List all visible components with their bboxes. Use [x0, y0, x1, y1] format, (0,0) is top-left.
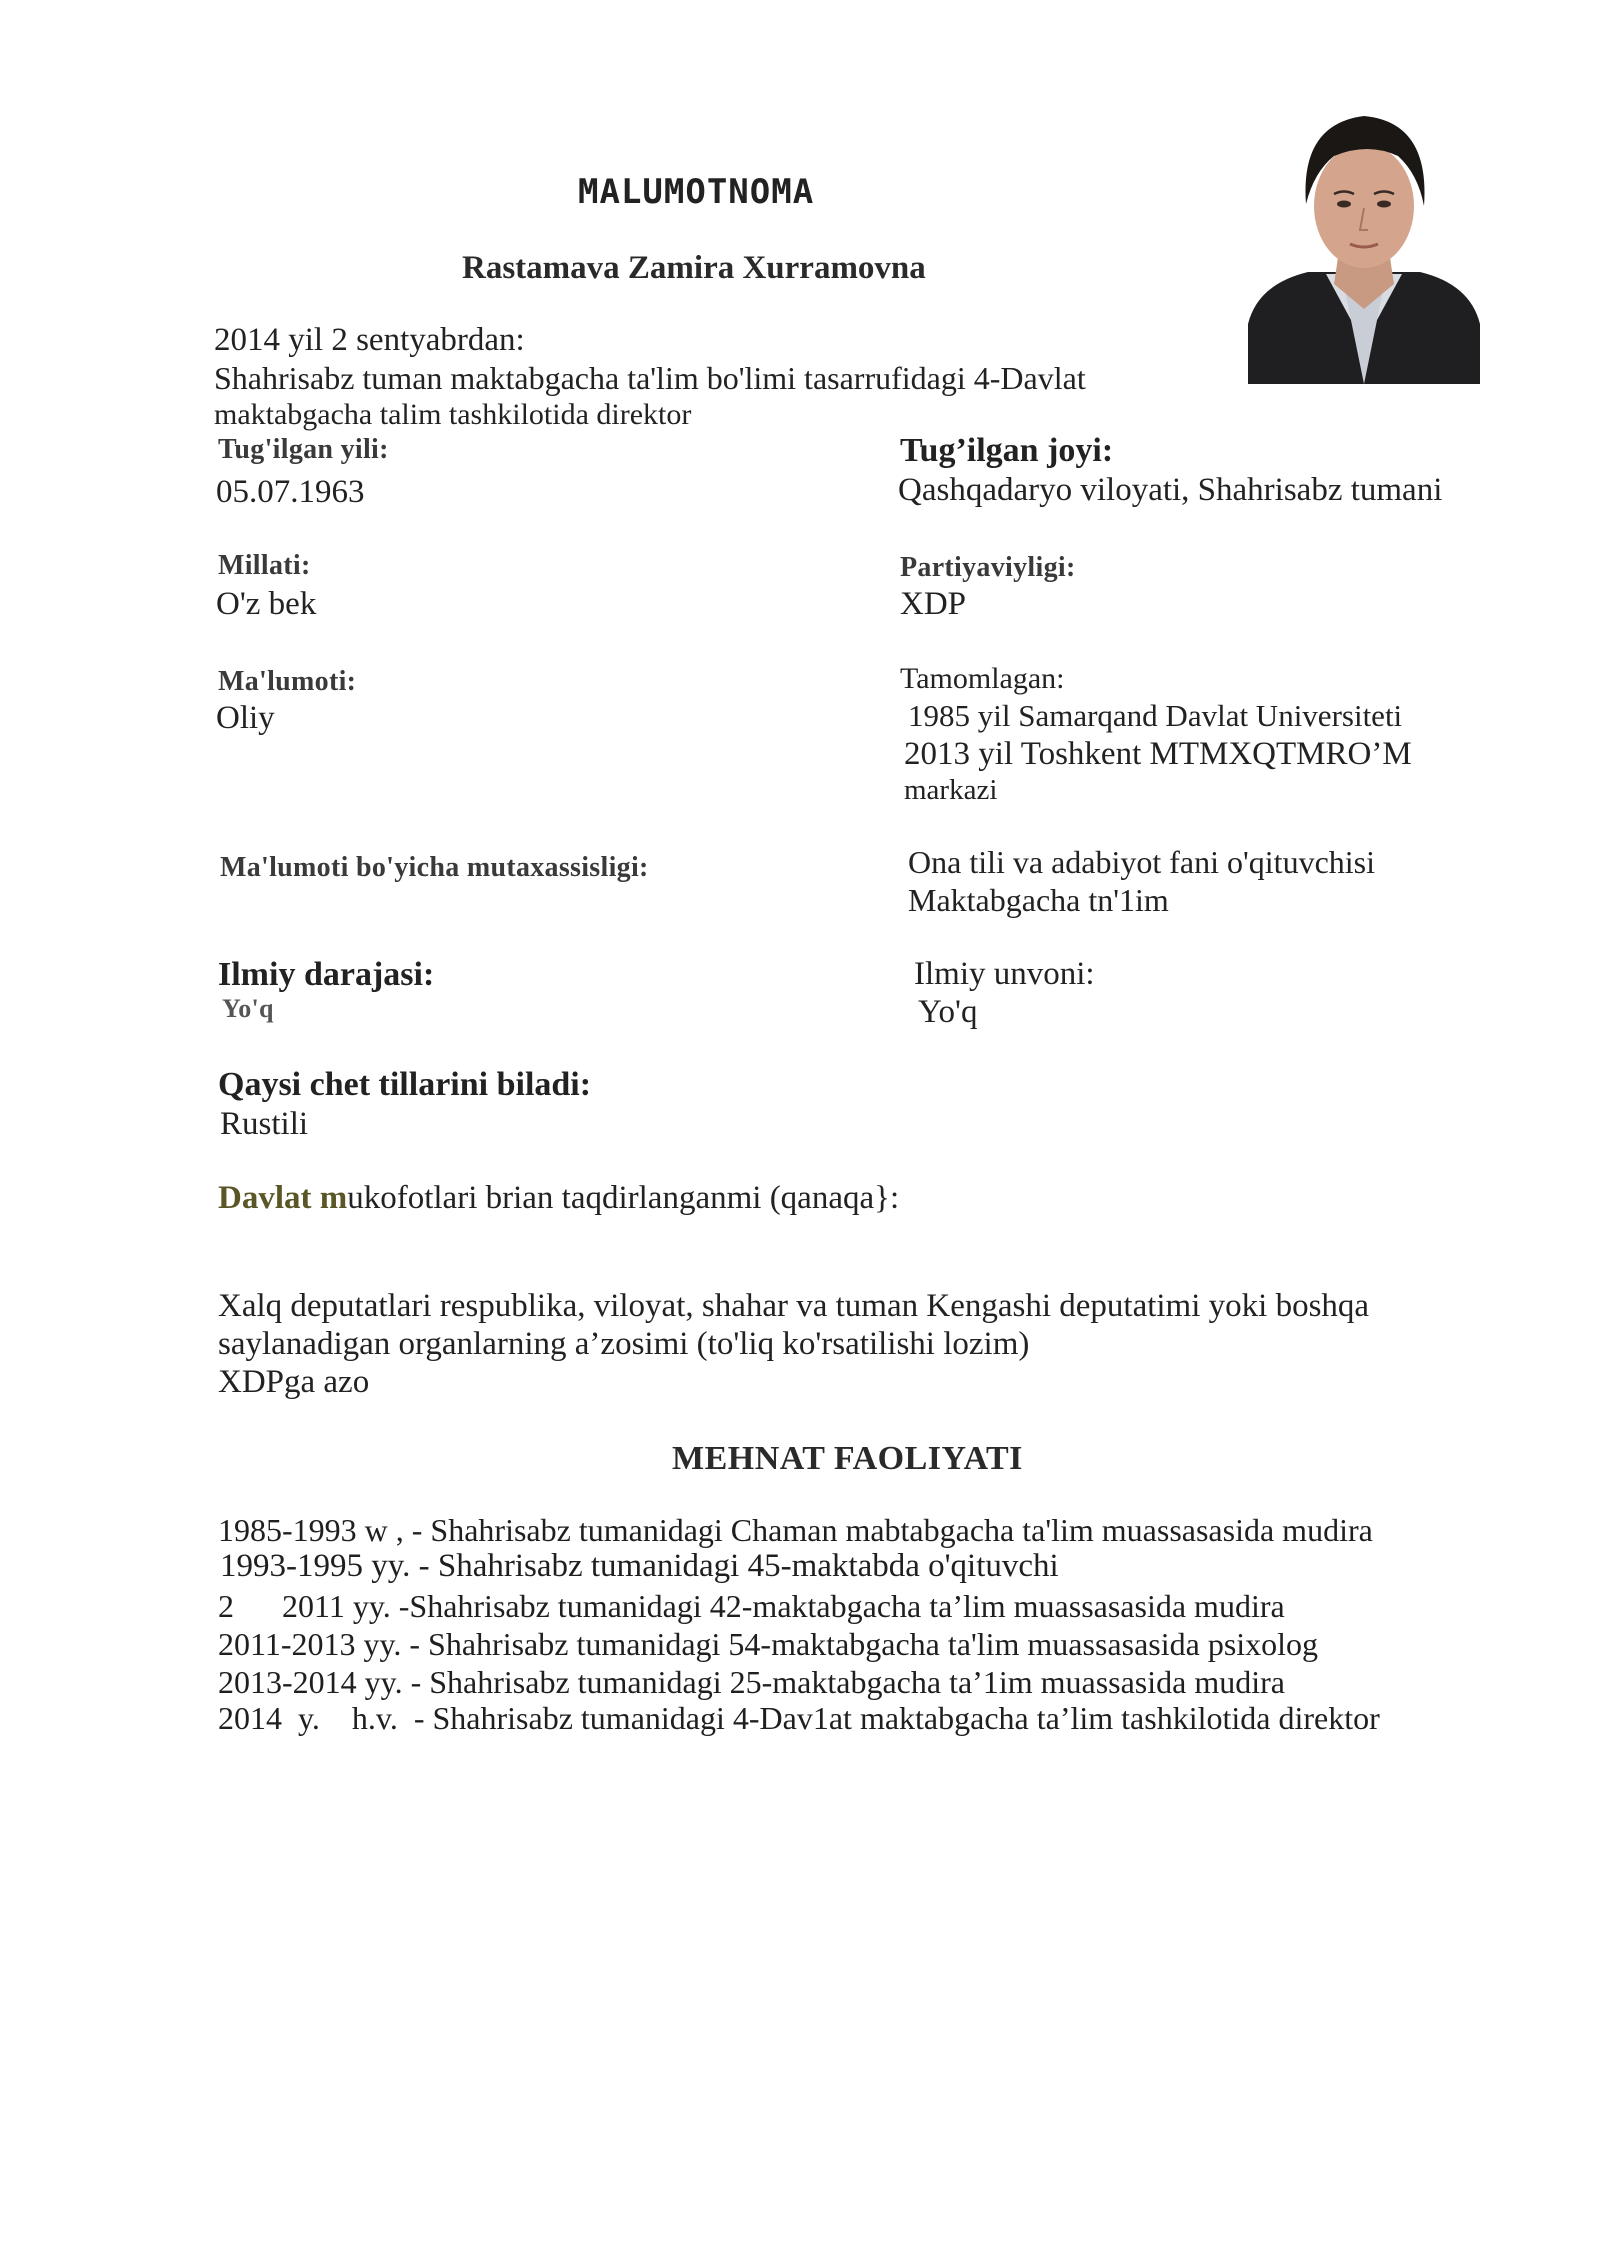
party-label: Partiyaviyligi: — [900, 552, 1076, 583]
party-value: XDP — [900, 586, 967, 622]
graduated-label: Tamomlagan: — [900, 662, 1065, 695]
specialty-label: Ma'lumoti bo'yicha mutaxassisligi: — [220, 852, 649, 883]
degree-label: Ilmiy darajasi: — [218, 956, 435, 993]
education-value: Oliy — [216, 700, 275, 736]
academic-title-value: Yo'q — [918, 994, 978, 1030]
education-label: Ma'lumoti: — [218, 666, 357, 697]
birth-place-value: Qashqadaryo viloyati, Shahrisabz tumani — [898, 472, 1443, 508]
position-line-1: Shahrisabz tuman maktabgacha ta'lim bo'limi tasarrufidagi 4-Davlat — [214, 360, 1086, 396]
graduated-line-3: markazi — [904, 774, 998, 806]
birth-year-value: 05.07.1963 — [216, 474, 365, 510]
position-since: 2014 yil 2 sentyabrdan: — [214, 322, 525, 358]
birth-place-label: Tug’ilgan joyi: — [900, 432, 1114, 469]
specialty-line-1: Ona tili va adabiyot fani o'qituvchisi — [908, 844, 1375, 880]
position-line-2: maktabgacha talim tashkilotida direktor — [214, 398, 692, 431]
deputy-value: XDPga azo — [218, 1364, 370, 1400]
graduated-line-2: 2013 yil Toshkent MTMXQTMRO’M — [904, 736, 1412, 772]
work-entry-5: 2013-2014 yy. - Shahrisabz tumanidagi 25-maktabgacha ta’1im muassasida mudira — [218, 1664, 1285, 1700]
languages-label: Qaysi chet tillarini biladi: — [218, 1066, 592, 1103]
nationality-value: O'z bek — [216, 586, 317, 622]
academic-title-label: Ilmiy unvoni: — [914, 956, 1095, 992]
work-entry-2: 1993-1995 yy. - Shahrisabz tumanidagi 45-maktabda o'qituvchi — [220, 1548, 1059, 1584]
degree-value: Yo'q — [222, 994, 274, 1023]
awards-label-bold: Davlat m — [218, 1180, 348, 1216]
work-entry-3: 2 2011 yy. -Shahrisabz tumanidagi 42-maktabgacha ta’lim muassasasida mudira — [218, 1588, 1285, 1624]
work-history-title: MEHNAT FAOLIYATI — [672, 1440, 1023, 1477]
work-entry-4: 2011-2013 yy. - Shahrisabz tumanidagi 54-maktabgacha ta'lim muassasasida psixolog — [218, 1626, 1319, 1662]
deputy-question-line-2: saylanadigan organlarning a’zosimi (to'liq ko'rsatilishi lozim) — [218, 1326, 1030, 1362]
person-name: Rastamava Zamira Xurramovna — [462, 250, 926, 286]
deputy-question-line-1: Xalq deputatlari respublika, viloyat, shahar va tuman Kengashi deputatimi yoki boshqa — [218, 1288, 1370, 1324]
portrait-photo — [1248, 94, 1480, 384]
specialty-line-2: Maktabgacha tn'1im — [908, 882, 1169, 918]
awards-question — [218, 1180, 899, 1217]
work-entry-6: 2014 y. h.v. - Shahrisabz tumanidagi 4-Dav1at maktabgacha ta’lim tashkilotida direktor — [218, 1700, 1380, 1736]
awards-label-rest: ukofotlari brian taqdirlanganmi (qanaqa}: — [347, 1180, 900, 1216]
birth-year-label: Tug'ilgan yili: — [218, 434, 389, 465]
nationality-label: Millati: — [218, 550, 311, 581]
document-title: MALUMOTNOMA — [578, 172, 815, 212]
languages-value: Rustili — [220, 1106, 309, 1142]
work-entry-1: 1985-1993 w , - Shahrisabz tumanidagi Chaman mabtabgacha ta'lim muassasasida mudira — [218, 1512, 1373, 1548]
graduated-line-1: 1985 yil Samarqand Davlat Universiteti — [908, 698, 1403, 733]
